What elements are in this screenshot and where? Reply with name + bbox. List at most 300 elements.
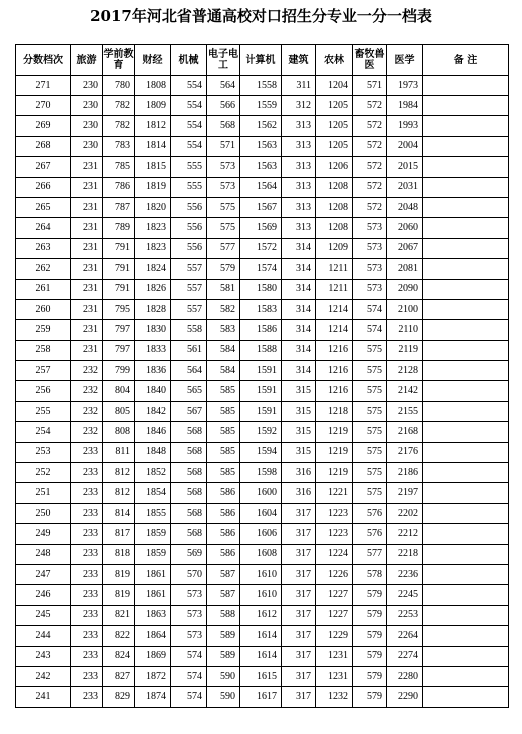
remarks-cell <box>423 524 509 544</box>
cumulative-count-cell: 573 <box>353 259 387 279</box>
cumulative-count-cell: 818 <box>103 544 135 564</box>
cumulative-count-cell: 2280 <box>387 666 423 686</box>
cumulative-count-cell: 565 <box>171 381 207 401</box>
remarks-cell <box>423 136 509 156</box>
cumulative-count-cell: 578 <box>353 564 387 584</box>
cumulative-count-cell: 315 <box>282 422 316 442</box>
cumulative-count-cell: 586 <box>207 483 240 503</box>
remarks-cell <box>423 401 509 421</box>
cumulative-count-cell: 1874 <box>135 687 171 707</box>
header-preschool-education: 学前教育 <box>103 45 135 76</box>
cumulative-count-cell: 1610 <box>240 585 282 605</box>
cumulative-count-cell: 1617 <box>240 687 282 707</box>
header-medicine: 医学 <box>387 45 423 76</box>
cumulative-count-cell: 1224 <box>316 544 353 564</box>
header-finance: 财经 <box>135 45 171 76</box>
cumulative-count-cell: 233 <box>71 646 103 666</box>
cumulative-count-cell: 2202 <box>387 503 423 523</box>
remarks-cell <box>423 96 509 116</box>
table-row <box>16 401 509 421</box>
table-row <box>16 544 509 564</box>
cumulative-count-cell: 230 <box>71 76 103 96</box>
cumulative-count-cell: 584 <box>207 361 240 381</box>
cumulative-count-cell: 232 <box>71 401 103 421</box>
remarks-cell <box>423 361 509 381</box>
score-level-cell: 265 <box>16 197 71 217</box>
cumulative-count-cell: 587 <box>207 585 240 605</box>
cumulative-count-cell: 233 <box>71 483 103 503</box>
cumulative-count-cell: 317 <box>282 605 316 625</box>
cumulative-count-cell: 314 <box>282 340 316 360</box>
cumulative-count-cell: 817 <box>103 524 135 544</box>
cumulative-count-cell: 1231 <box>316 646 353 666</box>
cumulative-count-cell: 1583 <box>240 299 282 319</box>
header-construction: 建筑 <box>282 45 316 76</box>
score-level-cell: 247 <box>16 564 71 584</box>
cumulative-count-cell: 588 <box>207 605 240 625</box>
cumulative-count-cell: 230 <box>71 136 103 156</box>
cumulative-count-cell: 799 <box>103 361 135 381</box>
cumulative-count-cell: 314 <box>282 299 316 319</box>
cumulative-count-cell: 573 <box>207 177 240 197</box>
remarks-cell <box>423 442 509 462</box>
cumulative-count-cell: 1205 <box>316 96 353 116</box>
header-row <box>16 45 509 76</box>
cumulative-count-cell: 584 <box>207 340 240 360</box>
table-row <box>16 503 509 523</box>
cumulative-count-cell: 579 <box>353 666 387 686</box>
cumulative-count-cell: 568 <box>171 422 207 442</box>
cumulative-count-cell: 2218 <box>387 544 423 564</box>
score-level-cell: 243 <box>16 646 71 666</box>
table-row <box>16 177 509 197</box>
score-level-cell: 249 <box>16 524 71 544</box>
cumulative-count-cell: 576 <box>353 524 387 544</box>
cumulative-count-cell: 1209 <box>316 238 353 258</box>
table-row <box>16 463 509 483</box>
cumulative-count-cell: 575 <box>207 218 240 238</box>
cumulative-count-cell: 1608 <box>240 544 282 564</box>
cumulative-count-cell: 585 <box>207 463 240 483</box>
cumulative-count-cell: 2015 <box>387 157 423 177</box>
cumulative-count-cell: 557 <box>171 259 207 279</box>
cumulative-count-cell: 575 <box>353 422 387 442</box>
cumulative-count-cell: 231 <box>71 197 103 217</box>
score-level-cell: 254 <box>16 422 71 442</box>
cumulative-count-cell: 582 <box>207 299 240 319</box>
cumulative-count-cell: 233 <box>71 463 103 483</box>
cumulative-count-cell: 564 <box>207 76 240 96</box>
header-electronics: 电子电工 <box>207 45 240 76</box>
cumulative-count-cell: 812 <box>103 463 135 483</box>
cumulative-count-cell: 233 <box>71 626 103 646</box>
cumulative-count-cell: 2253 <box>387 605 423 625</box>
remarks-cell <box>423 157 509 177</box>
cumulative-count-cell: 573 <box>171 585 207 605</box>
score-level-cell: 245 <box>16 605 71 625</box>
cumulative-count-cell: 231 <box>71 218 103 238</box>
cumulative-count-cell: 572 <box>353 157 387 177</box>
cumulative-count-cell: 317 <box>282 503 316 523</box>
cumulative-count-cell: 1823 <box>135 238 171 258</box>
table-header <box>16 45 509 76</box>
cumulative-count-cell: 581 <box>207 279 240 299</box>
score-level-cell: 269 <box>16 116 71 136</box>
score-level-cell: 255 <box>16 401 71 421</box>
cumulative-count-cell: 1223 <box>316 524 353 544</box>
table-row <box>16 320 509 340</box>
cumulative-count-cell: 554 <box>171 76 207 96</box>
cumulative-count-cell: 311 <box>282 76 316 96</box>
table-row <box>16 340 509 360</box>
score-level-cell: 253 <box>16 442 71 462</box>
cumulative-count-cell: 2155 <box>387 401 423 421</box>
cumulative-count-cell: 232 <box>71 381 103 401</box>
cumulative-count-cell: 2290 <box>387 687 423 707</box>
cumulative-count-cell: 2176 <box>387 442 423 462</box>
remarks-cell <box>423 279 509 299</box>
remarks-cell <box>423 666 509 686</box>
cumulative-count-cell: 1569 <box>240 218 282 238</box>
table-row <box>16 626 509 646</box>
score-level-cell: 262 <box>16 259 71 279</box>
score-level-cell: 268 <box>16 136 71 156</box>
remarks-cell <box>423 687 509 707</box>
remarks-cell <box>423 259 509 279</box>
remarks-cell <box>423 544 509 564</box>
cumulative-count-cell: 567 <box>171 401 207 421</box>
cumulative-count-cell: 2168 <box>387 422 423 442</box>
cumulative-count-cell: 233 <box>71 442 103 462</box>
cumulative-count-cell: 1580 <box>240 279 282 299</box>
table-row <box>16 299 509 319</box>
cumulative-count-cell: 1993 <box>387 116 423 136</box>
cumulative-count-cell: 1614 <box>240 646 282 666</box>
cumulative-count-cell: 1814 <box>135 136 171 156</box>
score-level-cell: 246 <box>16 585 71 605</box>
score-level-cell: 257 <box>16 361 71 381</box>
cumulative-count-cell: 1859 <box>135 524 171 544</box>
cumulative-count-cell: 585 <box>207 422 240 442</box>
cumulative-count-cell: 1864 <box>135 626 171 646</box>
cumulative-count-cell: 1588 <box>240 340 282 360</box>
cumulative-count-cell: 575 <box>353 442 387 462</box>
cumulative-count-cell: 586 <box>207 544 240 564</box>
cumulative-count-cell: 233 <box>71 585 103 605</box>
cumulative-count-cell: 589 <box>207 646 240 666</box>
cumulative-count-cell: 791 <box>103 279 135 299</box>
cumulative-count-cell: 1840 <box>135 381 171 401</box>
cumulative-count-cell: 1227 <box>316 585 353 605</box>
remarks-cell <box>423 218 509 238</box>
cumulative-count-cell: 2142 <box>387 381 423 401</box>
cumulative-count-cell: 316 <box>282 463 316 483</box>
cumulative-count-cell: 2090 <box>387 279 423 299</box>
cumulative-count-cell: 572 <box>353 116 387 136</box>
cumulative-count-cell: 2264 <box>387 626 423 646</box>
cumulative-count-cell: 233 <box>71 687 103 707</box>
cumulative-count-cell: 230 <box>71 116 103 136</box>
cumulative-count-cell: 579 <box>353 585 387 605</box>
remarks-cell <box>423 177 509 197</box>
cumulative-count-cell: 579 <box>353 605 387 625</box>
cumulative-count-cell: 231 <box>71 238 103 258</box>
cumulative-count-cell: 1572 <box>240 238 282 258</box>
cumulative-count-cell: 1211 <box>316 279 353 299</box>
cumulative-count-cell: 821 <box>103 605 135 625</box>
cumulative-count-cell: 233 <box>71 544 103 564</box>
cumulative-count-cell: 231 <box>71 279 103 299</box>
cumulative-count-cell: 1984 <box>387 96 423 116</box>
cumulative-count-cell: 230 <box>71 96 103 116</box>
cumulative-count-cell: 574 <box>171 646 207 666</box>
cumulative-count-cell: 313 <box>282 177 316 197</box>
remarks-cell <box>423 299 509 319</box>
table-row <box>16 136 509 156</box>
header-computer: 计算机 <box>240 45 282 76</box>
score-level-cell: 241 <box>16 687 71 707</box>
cumulative-count-cell: 2186 <box>387 463 423 483</box>
cumulative-count-cell: 314 <box>282 279 316 299</box>
cumulative-count-cell: 573 <box>353 238 387 258</box>
cumulative-count-cell: 1218 <box>316 401 353 421</box>
table-row <box>16 157 509 177</box>
cumulative-count-cell: 583 <box>207 320 240 340</box>
cumulative-count-cell: 317 <box>282 564 316 584</box>
cumulative-count-cell: 782 <box>103 116 135 136</box>
cumulative-count-cell: 575 <box>207 197 240 217</box>
cumulative-count-cell: 2197 <box>387 483 423 503</box>
cumulative-count-cell: 573 <box>171 605 207 625</box>
cumulative-count-cell: 812 <box>103 483 135 503</box>
cumulative-count-cell: 1227 <box>316 605 353 625</box>
cumulative-count-cell: 231 <box>71 340 103 360</box>
cumulative-count-cell: 577 <box>353 544 387 564</box>
table-row <box>16 381 509 401</box>
cumulative-count-cell: 575 <box>353 340 387 360</box>
table-row <box>16 422 509 442</box>
cumulative-count-cell: 1848 <box>135 442 171 462</box>
cumulative-count-cell: 557 <box>171 279 207 299</box>
cumulative-count-cell: 1809 <box>135 96 171 116</box>
score-level-cell: 248 <box>16 544 71 564</box>
cumulative-count-cell: 579 <box>353 626 387 646</box>
cumulative-count-cell: 568 <box>171 463 207 483</box>
table-row <box>16 483 509 503</box>
score-level-cell: 256 <box>16 381 71 401</box>
cumulative-count-cell: 782 <box>103 96 135 116</box>
cumulative-count-cell: 1869 <box>135 646 171 666</box>
cumulative-count-cell: 1610 <box>240 564 282 584</box>
table-row <box>16 76 509 96</box>
cumulative-count-cell: 572 <box>353 197 387 217</box>
cumulative-count-cell: 315 <box>282 401 316 421</box>
cumulative-count-cell: 789 <box>103 218 135 238</box>
cumulative-count-cell: 1600 <box>240 483 282 503</box>
cumulative-count-cell: 805 <box>103 401 135 421</box>
cumulative-count-cell: 1861 <box>135 564 171 584</box>
cumulative-count-cell: 1855 <box>135 503 171 523</box>
cumulative-count-cell: 555 <box>171 177 207 197</box>
table-row <box>16 646 509 666</box>
cumulative-count-cell: 1824 <box>135 259 171 279</box>
cumulative-count-cell: 233 <box>71 524 103 544</box>
cumulative-count-cell: 313 <box>282 116 316 136</box>
remarks-cell <box>423 320 509 340</box>
document-title: 2017年河北省普通高校对口招生分专业一分一档表 <box>90 7 432 25</box>
cumulative-count-cell: 314 <box>282 238 316 258</box>
cumulative-count-cell: 231 <box>71 320 103 340</box>
remarks-cell <box>423 197 509 217</box>
cumulative-count-cell: 2236 <box>387 564 423 584</box>
cumulative-count-cell: 579 <box>353 646 387 666</box>
cumulative-count-cell: 575 <box>353 381 387 401</box>
cumulative-count-cell: 585 <box>207 442 240 462</box>
cumulative-count-cell: 554 <box>171 136 207 156</box>
cumulative-count-cell: 575 <box>353 361 387 381</box>
cumulative-count-cell: 232 <box>71 361 103 381</box>
cumulative-count-cell: 791 <box>103 238 135 258</box>
cumulative-count-cell: 2081 <box>387 259 423 279</box>
header-agriculture-forestry: 农林 <box>316 45 353 76</box>
header-tourism: 旅游 <box>71 45 103 76</box>
cumulative-count-cell: 317 <box>282 544 316 564</box>
score-level-cell: 264 <box>16 218 71 238</box>
score-level-cell: 252 <box>16 463 71 483</box>
cumulative-count-cell: 2060 <box>387 218 423 238</box>
table-row <box>16 197 509 217</box>
cumulative-count-cell: 1563 <box>240 136 282 156</box>
cumulative-count-cell: 585 <box>207 381 240 401</box>
cumulative-count-cell: 585 <box>207 401 240 421</box>
table-row <box>16 279 509 299</box>
cumulative-count-cell: 1830 <box>135 320 171 340</box>
cumulative-count-cell: 780 <box>103 76 135 96</box>
cumulative-count-cell: 315 <box>282 442 316 462</box>
table-row <box>16 259 509 279</box>
cumulative-count-cell: 1219 <box>316 463 353 483</box>
cumulative-count-cell: 314 <box>282 361 316 381</box>
cumulative-count-cell: 556 <box>171 238 207 258</box>
cumulative-count-cell: 571 <box>353 76 387 96</box>
cumulative-count-cell: 1216 <box>316 361 353 381</box>
cumulative-count-cell: 315 <box>282 381 316 401</box>
cumulative-count-cell: 564 <box>171 361 207 381</box>
score-level-cell: 244 <box>16 626 71 646</box>
cumulative-count-cell: 232 <box>71 422 103 442</box>
cumulative-count-cell: 1219 <box>316 442 353 462</box>
cumulative-count-cell: 231 <box>71 157 103 177</box>
score-level-cell: 263 <box>16 238 71 258</box>
cumulative-count-cell: 572 <box>353 96 387 116</box>
cumulative-count-cell: 1231 <box>316 666 353 686</box>
cumulative-count-cell: 1208 <box>316 218 353 238</box>
cumulative-count-cell: 557 <box>171 299 207 319</box>
cumulative-count-cell: 1216 <box>316 381 353 401</box>
cumulative-count-cell: 1820 <box>135 197 171 217</box>
header-remarks: 备 注 <box>423 45 509 76</box>
cumulative-count-cell: 575 <box>353 483 387 503</box>
cumulative-count-cell: 1205 <box>316 116 353 136</box>
remarks-cell <box>423 463 509 483</box>
cumulative-count-cell: 1612 <box>240 605 282 625</box>
cumulative-count-cell: 808 <box>103 422 135 442</box>
cumulative-count-cell: 1615 <box>240 666 282 686</box>
cumulative-count-cell: 568 <box>171 524 207 544</box>
cumulative-count-cell: 577 <box>207 238 240 258</box>
cumulative-count-cell: 785 <box>103 157 135 177</box>
cumulative-count-cell: 556 <box>171 197 207 217</box>
cumulative-count-cell: 576 <box>353 503 387 523</box>
cumulative-count-cell: 579 <box>353 687 387 707</box>
cumulative-count-cell: 1586 <box>240 320 282 340</box>
cumulative-count-cell: 1558 <box>240 76 282 96</box>
cumulative-count-cell: 1221 <box>316 483 353 503</box>
cumulative-count-cell: 554 <box>171 96 207 116</box>
cumulative-count-cell: 570 <box>171 564 207 584</box>
cumulative-count-cell: 1842 <box>135 401 171 421</box>
cumulative-count-cell: 571 <box>207 136 240 156</box>
remarks-cell <box>423 503 509 523</box>
cumulative-count-cell: 1591 <box>240 381 282 401</box>
cumulative-count-cell: 783 <box>103 136 135 156</box>
cumulative-count-cell: 1606 <box>240 524 282 544</box>
cumulative-count-cell: 574 <box>171 687 207 707</box>
cumulative-count-cell: 2212 <box>387 524 423 544</box>
cumulative-count-cell: 2274 <box>387 646 423 666</box>
remarks-cell <box>423 605 509 625</box>
cumulative-count-cell: 554 <box>171 116 207 136</box>
remarks-cell <box>423 76 509 96</box>
cumulative-count-cell: 231 <box>71 299 103 319</box>
cumulative-count-cell: 791 <box>103 259 135 279</box>
cumulative-count-cell: 317 <box>282 524 316 544</box>
table-row <box>16 605 509 625</box>
cumulative-count-cell: 313 <box>282 136 316 156</box>
cumulative-count-cell: 2119 <box>387 340 423 360</box>
cumulative-count-cell: 1826 <box>135 279 171 299</box>
cumulative-count-cell: 317 <box>282 626 316 646</box>
cumulative-count-cell: 317 <box>282 585 316 605</box>
cumulative-count-cell: 579 <box>207 259 240 279</box>
cumulative-count-cell: 572 <box>353 177 387 197</box>
score-level-cell: 259 <box>16 320 71 340</box>
cumulative-count-cell: 819 <box>103 564 135 584</box>
cumulative-count-cell: 1854 <box>135 483 171 503</box>
cumulative-count-cell: 811 <box>103 442 135 462</box>
cumulative-count-cell: 1214 <box>316 320 353 340</box>
cumulative-count-cell: 568 <box>207 116 240 136</box>
remarks-cell <box>423 626 509 646</box>
cumulative-count-cell: 1562 <box>240 116 282 136</box>
cumulative-count-cell: 575 <box>353 463 387 483</box>
cumulative-count-cell: 1206 <box>316 157 353 177</box>
cumulative-count-cell: 1828 <box>135 299 171 319</box>
cumulative-count-cell: 574 <box>353 320 387 340</box>
header-mechanical: 机械 <box>171 45 207 76</box>
cumulative-count-cell: 1852 <box>135 463 171 483</box>
cumulative-count-cell: 1563 <box>240 157 282 177</box>
remarks-cell <box>423 238 509 258</box>
cumulative-count-cell: 573 <box>207 157 240 177</box>
cumulative-count-cell: 1815 <box>135 157 171 177</box>
cumulative-count-cell: 590 <box>207 666 240 686</box>
cumulative-count-cell: 233 <box>71 503 103 523</box>
cumulative-count-cell: 819 <box>103 585 135 605</box>
cumulative-count-cell: 573 <box>353 279 387 299</box>
cumulative-count-cell: 1219 <box>316 422 353 442</box>
cumulative-count-cell: 2004 <box>387 136 423 156</box>
